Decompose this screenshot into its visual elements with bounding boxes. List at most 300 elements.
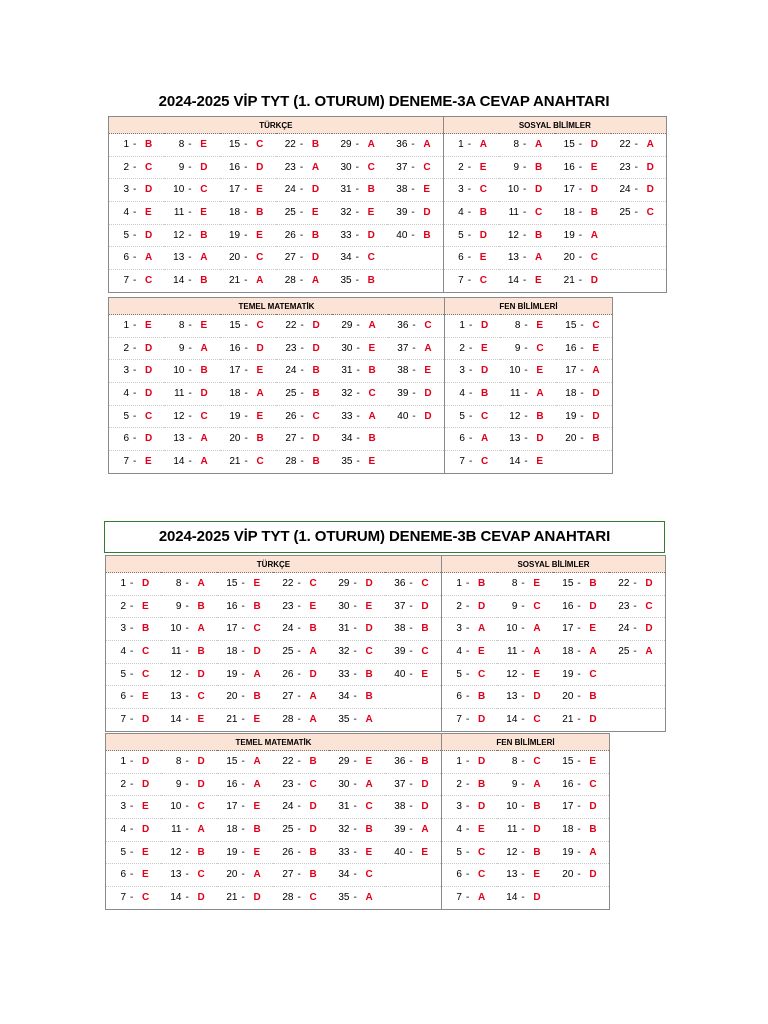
answer-letter: A — [536, 388, 544, 400]
separator-dash: - — [185, 600, 189, 612]
answer-cell — [499, 247, 555, 270]
question-number: 8 — [175, 578, 182, 589]
question-number: 24 — [619, 184, 631, 196]
answer-cell — [444, 315, 500, 338]
table-row — [106, 773, 610, 796]
answer-letter: A — [200, 342, 208, 354]
question-number: 4 — [459, 388, 465, 400]
separator-dash: - — [297, 668, 301, 680]
answer-cell — [273, 773, 329, 796]
separator-dash: - — [353, 668, 357, 680]
separator-dash: - — [188, 229, 192, 241]
separator-dash: - — [523, 184, 527, 196]
separator-dash: - — [356, 410, 360, 422]
answer-letter: D — [480, 320, 489, 331]
answer-letter: A — [421, 824, 429, 836]
answer-letter: E — [533, 869, 541, 881]
question-number: 15 — [565, 320, 577, 331]
answer-cell — [161, 641, 217, 664]
question-number: 25 — [282, 824, 294, 836]
answer-cell — [500, 315, 556, 338]
answer-cell — [273, 841, 329, 864]
answer-letter: A — [253, 778, 261, 790]
answer-letter: A — [256, 388, 264, 400]
answer-letter: B — [421, 623, 429, 635]
answer-cell — [609, 618, 665, 641]
question-number: 34 — [341, 433, 353, 445]
question-number: 23 — [285, 342, 297, 354]
question-number: 10 — [506, 623, 518, 635]
separator-dash: - — [468, 365, 473, 377]
answer-letter: C — [479, 275, 487, 287]
answer-cell — [220, 202, 276, 225]
answer-letter: D — [145, 342, 153, 354]
separator-dash: - — [465, 869, 470, 881]
answer-letter: B — [311, 139, 320, 150]
separator-dash: - — [521, 869, 525, 881]
separator-dash: - — [188, 388, 192, 400]
answer-letter: C — [645, 600, 653, 612]
answer-letter: C — [312, 410, 320, 422]
answer-cell — [385, 773, 441, 796]
answer-letter: A — [253, 756, 261, 767]
answer-letter: E — [536, 365, 544, 377]
question-number: 8 — [511, 756, 518, 767]
separator-dash: - — [300, 456, 304, 468]
question-number: 37 — [394, 778, 406, 790]
question-number: 9 — [178, 161, 185, 173]
separator-dash: - — [353, 756, 357, 767]
separator-dash: - — [577, 778, 581, 790]
answer-cell — [273, 819, 329, 842]
answer-cell — [441, 864, 497, 887]
question-number: 1 — [123, 320, 129, 331]
answer-cell — [329, 841, 385, 864]
separator-dash: - — [133, 252, 137, 264]
answer-cell — [388, 405, 444, 428]
question-number: 24 — [282, 801, 294, 813]
answer-cell — [109, 179, 165, 202]
answer-letter: D — [200, 161, 208, 173]
separator-dash: - — [577, 646, 581, 658]
question-number: 10 — [506, 801, 518, 813]
answer-cell — [217, 641, 273, 664]
answer-letter: E — [533, 578, 541, 589]
answer-cell — [332, 247, 388, 270]
question-number: 19 — [228, 229, 241, 241]
question-number: 9 — [175, 600, 182, 612]
question-number: 2 — [458, 161, 464, 173]
separator-dash: - — [300, 433, 304, 445]
question-number: 1 — [459, 320, 465, 331]
answer-cell — [164, 224, 220, 247]
answer-letter: D — [145, 433, 153, 445]
question-number: 23 — [618, 600, 630, 612]
separator-dash: - — [188, 342, 192, 354]
answer-letter: E — [365, 846, 373, 858]
answer-letter: D — [477, 801, 486, 813]
answer-cell — [553, 573, 609, 596]
section-header: TÜRKÇE — [106, 556, 442, 573]
answer-letter: D — [477, 714, 486, 726]
separator-dash: - — [133, 275, 137, 287]
answer-cell — [109, 383, 165, 406]
answer-letter: C — [309, 778, 317, 790]
separator-dash: - — [578, 275, 583, 287]
separator-dash: - — [465, 892, 470, 904]
separator-dash: - — [297, 824, 301, 836]
answer-cell — [609, 595, 665, 618]
answer-cell — [556, 360, 612, 383]
answer-cell — [273, 686, 329, 709]
answer-letter: D — [589, 600, 597, 612]
table-row — [109, 383, 613, 406]
answer-cell — [109, 134, 165, 157]
separator-dash: - — [185, 846, 189, 858]
answer-cell — [441, 641, 497, 664]
answer-letter: D — [256, 342, 264, 354]
separator-dash: - — [185, 778, 189, 790]
answer-cell — [109, 202, 165, 225]
answer-cell — [555, 179, 611, 202]
answer-letter: E — [309, 600, 317, 612]
answer-cell — [611, 179, 667, 202]
table-row — [106, 709, 666, 732]
separator-dash: - — [188, 320, 192, 331]
answer-cell — [217, 709, 273, 732]
question-number: 20 — [226, 869, 238, 881]
question-number: 13 — [506, 691, 518, 703]
question-number: 6 — [123, 433, 129, 445]
question-number: 7 — [458, 275, 464, 287]
separator-dash: - — [521, 892, 525, 904]
separator-dash: - — [467, 252, 472, 264]
separator-dash: - — [297, 600, 301, 612]
answer-cell — [443, 247, 499, 270]
question-number: 14 — [509, 456, 521, 468]
answer-cell — [217, 686, 273, 709]
separator-dash: - — [634, 139, 638, 150]
answer-cell — [497, 595, 553, 618]
answer-cell — [106, 641, 162, 664]
answer-cell — [161, 709, 217, 732]
separator-dash: - — [409, 801, 413, 813]
answer-table-turkce-social-a — [108, 116, 667, 293]
answer-letter: C — [367, 161, 375, 173]
question-number: 20 — [228, 252, 241, 264]
answer-cell — [388, 428, 444, 451]
answer-letter: E — [477, 824, 485, 836]
separator-dash: - — [241, 892, 245, 904]
answer-cell — [499, 202, 555, 225]
separator-dash: - — [578, 207, 583, 219]
separator-dash: - — [133, 139, 137, 150]
answer-cell — [553, 887, 609, 910]
answer-cell — [553, 864, 609, 887]
question-number: 27 — [285, 433, 297, 445]
question-number: 8 — [514, 320, 521, 331]
question-number: 6 — [456, 869, 462, 881]
answer-cell — [385, 887, 441, 910]
answer-cell — [109, 247, 165, 270]
question-number: 25 — [282, 646, 294, 658]
question-number: 18 — [228, 207, 241, 219]
answer-cell — [109, 270, 165, 293]
answer-table-math-science-b — [105, 733, 610, 910]
question-number: 12 — [170, 668, 182, 680]
answer-letter: B — [365, 691, 373, 703]
answer-letter: E — [368, 456, 376, 468]
answer-letter: C — [421, 646, 429, 658]
answer-cell — [273, 641, 329, 664]
answer-letter: B — [309, 869, 317, 881]
answer-letter: A — [477, 892, 486, 904]
separator-dash: - — [521, 600, 525, 612]
answer-letter: E — [142, 691, 149, 703]
answer-key-title-b: 2024-2025 VİP TYT (1. OTURUM) DENEME-3B CEVAP ANAHTARI — [104, 521, 665, 553]
separator-dash: - — [133, 161, 137, 173]
separator-dash: - — [244, 275, 248, 287]
separator-dash: - — [468, 342, 473, 354]
question-number: 9 — [513, 161, 519, 173]
answer-cell — [273, 663, 329, 686]
question-number: 34 — [338, 691, 350, 703]
question-number: 31 — [338, 801, 350, 813]
separator-dash: - — [353, 646, 357, 658]
table-row — [109, 337, 613, 360]
separator-dash: - — [467, 161, 472, 173]
question-number: 5 — [459, 410, 465, 422]
question-number: 9 — [511, 778, 518, 790]
question-number: 13 — [507, 252, 519, 264]
question-number: 4 — [456, 646, 462, 658]
question-number: 3 — [456, 623, 462, 635]
answer-cell — [106, 663, 162, 686]
separator-dash: - — [634, 161, 638, 173]
answer-letter: C — [424, 320, 432, 331]
question-number: 11 — [507, 824, 518, 836]
separator-dash: - — [524, 433, 528, 445]
answer-cell — [497, 887, 553, 910]
separator-dash: - — [523, 229, 527, 241]
answer-cell — [164, 247, 220, 270]
answer-cell — [329, 709, 385, 732]
separator-dash: - — [241, 869, 245, 881]
answer-letter: D — [533, 824, 541, 836]
separator-dash: - — [133, 184, 137, 196]
answer-letter: B — [312, 456, 320, 468]
answer-letter: E — [536, 320, 544, 331]
separator-dash: - — [185, 623, 189, 635]
answer-letter: B — [309, 846, 317, 858]
answer-cell — [497, 751, 553, 774]
table-row — [106, 686, 666, 709]
answer-letter: D — [423, 207, 431, 219]
answer-cell — [441, 595, 497, 618]
answer-letter: E — [256, 229, 263, 241]
question-number: 4 — [456, 824, 462, 836]
question-number: 35 — [340, 275, 352, 287]
separator-dash: - — [356, 320, 360, 331]
answer-cell — [443, 134, 499, 157]
question-number: 7 — [120, 892, 126, 904]
answer-cell — [385, 686, 441, 709]
question-number: 36 — [394, 756, 406, 767]
answer-letter: D — [479, 229, 487, 241]
question-number: 12 — [170, 846, 182, 858]
answer-letter: C — [477, 846, 486, 858]
answer-letter: B — [479, 207, 487, 219]
question-number: 9 — [514, 342, 521, 354]
question-number: 32 — [340, 207, 352, 219]
separator-dash: - — [300, 388, 304, 400]
answer-cell — [332, 270, 388, 293]
answer-cell — [500, 337, 556, 360]
separator-dash: - — [297, 869, 301, 881]
question-number: 8 — [513, 139, 519, 150]
answer-letter: C — [477, 869, 486, 881]
question-number: 23 — [282, 600, 294, 612]
answer-letter: A — [590, 229, 599, 241]
answer-letter: C — [145, 275, 153, 287]
answer-cell — [276, 451, 332, 474]
answer-letter: A — [311, 161, 320, 173]
answer-cell — [220, 315, 276, 338]
question-number: 39 — [394, 646, 406, 658]
answer-letter: B — [536, 410, 544, 422]
answer-cell — [329, 796, 385, 819]
question-number: 29 — [338, 756, 350, 767]
separator-dash: - — [524, 342, 528, 354]
answer-cell — [443, 270, 499, 293]
answer-letter: E — [142, 869, 149, 881]
question-number: 6 — [120, 691, 126, 703]
answer-letter: C — [145, 161, 153, 173]
question-number: 24 — [282, 623, 294, 635]
separator-dash: - — [578, 229, 583, 241]
separator-dash: - — [297, 756, 301, 767]
separator-dash: - — [130, 714, 134, 726]
question-number: 2 — [456, 600, 462, 612]
separator-dash: - — [633, 578, 637, 589]
answer-cell — [441, 773, 497, 796]
question-number: 40 — [396, 229, 408, 241]
answer-letter: D — [145, 365, 153, 377]
question-number: 20 — [563, 252, 575, 264]
question-number: 4 — [458, 207, 464, 219]
answer-letter: A — [309, 714, 317, 726]
question-number: 20 — [226, 691, 238, 703]
answer-letter: B — [590, 207, 599, 219]
answer-cell — [385, 641, 441, 664]
answer-letter: B — [368, 433, 376, 445]
separator-dash: - — [188, 161, 192, 173]
answer-letter: E — [145, 207, 152, 219]
answer-cell — [387, 134, 443, 157]
answer-letter: E — [253, 801, 261, 813]
separator-dash: - — [188, 410, 192, 422]
separator-dash: - — [241, 824, 245, 836]
question-number: 11 — [171, 824, 182, 836]
question-number: 1 — [120, 756, 126, 767]
question-number: 33 — [341, 410, 353, 422]
separator-dash: - — [185, 578, 189, 589]
table-row — [109, 315, 613, 338]
answer-cell — [164, 360, 220, 383]
answer-letter: A — [423, 139, 431, 150]
answer-cell — [332, 405, 388, 428]
question-number: 7 — [123, 275, 129, 287]
question-number: 31 — [340, 184, 352, 196]
question-number: 31 — [338, 623, 350, 635]
separator-dash: - — [353, 691, 357, 703]
question-number: 12 — [506, 668, 518, 680]
question-number: 6 — [458, 252, 464, 264]
separator-dash: - — [185, 892, 189, 904]
answer-letter: D — [142, 824, 150, 836]
answer-cell — [553, 663, 609, 686]
separator-dash: - — [130, 756, 134, 767]
answer-letter: B — [480, 388, 489, 400]
answer-cell — [555, 224, 611, 247]
question-number: 13 — [506, 869, 518, 881]
answer-letter: D — [309, 668, 317, 680]
separator-dash: - — [409, 646, 413, 658]
separator-dash: - — [521, 824, 525, 836]
answer-letter: A — [368, 320, 376, 331]
answer-cell — [109, 428, 165, 451]
separator-dash: - — [580, 342, 584, 354]
answer-letter: B — [197, 600, 205, 612]
question-number: 5 — [458, 229, 464, 241]
answer-cell — [220, 337, 276, 360]
answer-letter: B — [311, 229, 320, 241]
answer-letter: E — [368, 342, 376, 354]
answer-letter: D — [589, 714, 597, 726]
answer-letter: E — [365, 600, 373, 612]
question-number: 11 — [508, 207, 519, 219]
answer-letter: A — [365, 714, 373, 726]
question-number: 22 — [619, 139, 631, 150]
answer-cell — [161, 686, 217, 709]
answer-letter: B — [365, 824, 373, 836]
separator-dash: - — [578, 252, 583, 264]
separator-dash: - — [133, 207, 137, 219]
separator-dash: - — [130, 623, 134, 635]
answer-cell — [276, 202, 332, 225]
answer-cell — [329, 573, 385, 596]
separator-dash: - — [353, 846, 357, 858]
separator-dash: - — [580, 433, 584, 445]
question-number: 37 — [396, 161, 408, 173]
separator-dash: - — [244, 388, 248, 400]
answer-cell — [556, 383, 612, 406]
answer-cell — [444, 337, 500, 360]
answer-cell — [553, 751, 609, 774]
answer-letter: E — [145, 456, 152, 468]
separator-dash: - — [355, 252, 359, 264]
separator-dash: - — [133, 365, 137, 377]
answer-letter: A — [253, 668, 261, 680]
answer-letter: B — [589, 578, 597, 589]
question-number: 14 — [173, 275, 185, 287]
separator-dash: - — [244, 456, 248, 468]
separator-dash: - — [521, 578, 525, 589]
question-number: 15 — [229, 320, 241, 331]
separator-dash: - — [409, 600, 413, 612]
answer-letter: D — [311, 252, 320, 264]
question-number: 38 — [397, 365, 409, 377]
